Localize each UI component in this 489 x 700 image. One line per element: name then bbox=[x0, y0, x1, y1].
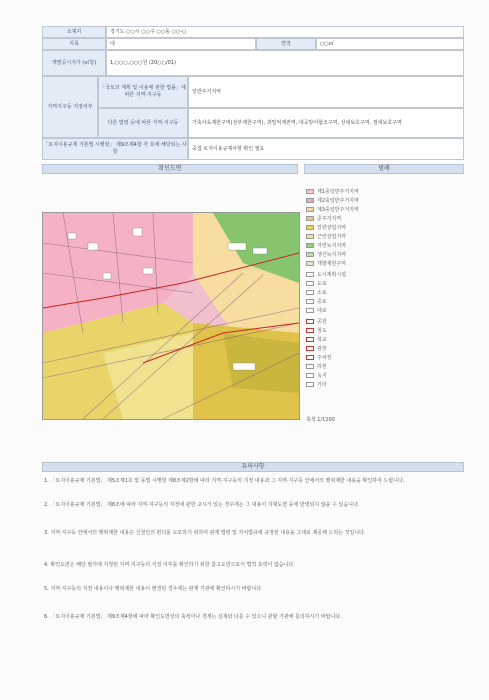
note-item: 3. 지역·지구등 안에서의 행위제한 내용은 신청인의 편의를 도모하기 위하여 관계 법령 및 자치법규에 규정된 내용을 그대로 제공해 드리는 것입니다. bbox=[44, 530, 366, 536]
legend-item: 대로 bbox=[306, 307, 327, 314]
legend-item: 도시계획시설 bbox=[306, 271, 346, 278]
legend-swatch bbox=[306, 355, 314, 360]
legend-item: 근린상업지역 bbox=[306, 233, 346, 240]
land-price-label: 개별공시지가 (㎡당) bbox=[42, 50, 106, 76]
legend-swatch bbox=[306, 272, 314, 277]
zoning-label: 지역지구등 지정여부 bbox=[42, 76, 98, 138]
legend-swatch bbox=[306, 207, 314, 212]
legend-swatch bbox=[306, 299, 314, 304]
legend-item: 도로 bbox=[306, 280, 327, 287]
legend-swatch bbox=[306, 261, 314, 266]
legend-item: 일반상업지역 bbox=[306, 224, 346, 231]
legend-item: 철도 bbox=[306, 327, 327, 334]
legend-swatch bbox=[306, 373, 314, 378]
area-label: 면적 bbox=[256, 38, 316, 50]
area-value: ○○㎡ bbox=[316, 38, 464, 50]
legend-item: 광장 bbox=[306, 345, 327, 352]
note-item: 2. 「토지이용규제 기본법」 제8조에 따라 지역·지구등의 지정에 관한 고시가 있는 경우에는 그 내용이 지형도면 등에 반영되지 않을 수 있습니다. bbox=[44, 502, 360, 508]
zoning-sub1-value: 일반주거지역 bbox=[188, 76, 464, 108]
legend-swatch bbox=[306, 243, 314, 248]
legend-item: 제2종일반주거지역 bbox=[306, 197, 359, 204]
zoning-sub1-label: 「국토의 계획 및 이용에 관한 법률」에 따른 지역·지구등 bbox=[98, 76, 188, 108]
regulation-label: 「토지이용규제 기본법 시행령」 제9조제4항 각 호에 해당되는 사항 bbox=[42, 138, 188, 160]
legend-item: 주차장 bbox=[306, 354, 332, 361]
map-scale: 축척 1/1200 bbox=[306, 417, 335, 423]
legend-item: 자연녹지지역 bbox=[306, 242, 346, 249]
legend-swatch bbox=[306, 346, 314, 351]
zoning-map-graphic bbox=[43, 213, 299, 419]
map-section-header: 확인도면 bbox=[42, 164, 298, 174]
address-value: 경기도 ○○시 ○○구 ○○동 ○○-○ bbox=[106, 26, 464, 38]
legend-section-header: 범례 bbox=[304, 164, 464, 174]
note-item: 4. 확인도면은 해당 필지에 지정된 지역·지구등의 지정 여부를 확인하기 위한 참고도면으로서 법적 효력이 없습니다. bbox=[44, 562, 295, 568]
note-item: 5. 지역·지구등의 지정 내용이나 행위제한 내용이 변경된 경우에는 관계 기관에 확인하시기 바랍니다. bbox=[44, 586, 263, 592]
land-category-label: 지목 bbox=[42, 38, 106, 50]
legend-item: 학교 bbox=[306, 336, 327, 343]
zoning-sub2-label: 다른 법령 등에 따른 지역·지구등 bbox=[98, 108, 188, 138]
legend-item: 녹지 bbox=[306, 372, 327, 379]
zoning-sub2-value: 가축사육제한구역(전부제한구역), 과밀억제권역, 대공방어협조구역, 상대보호구역, 절대보호구역 bbox=[188, 108, 464, 138]
legend-swatch bbox=[306, 198, 314, 203]
legend-swatch bbox=[306, 319, 314, 324]
legend-item: 하천 bbox=[306, 363, 327, 370]
legend-swatch bbox=[306, 337, 314, 342]
legend-swatch bbox=[306, 189, 314, 194]
legend-item: 기타 bbox=[306, 381, 327, 388]
regulation-value: 중첩 토지이용규제사항 확인 필요 bbox=[188, 138, 464, 160]
legend-swatch bbox=[306, 216, 314, 221]
legend-swatch bbox=[306, 308, 314, 313]
zoning-map bbox=[42, 212, 300, 420]
legend-swatch bbox=[306, 281, 314, 286]
legend-swatch bbox=[306, 382, 314, 387]
legend-item: 제3종일반주거지역 bbox=[306, 206, 359, 213]
legend-swatch bbox=[306, 290, 314, 295]
legend-item: 공원 bbox=[306, 318, 327, 325]
legend-item: 제1종일반주거지역 bbox=[306, 188, 359, 195]
legend-swatch bbox=[306, 225, 314, 230]
legend-swatch bbox=[306, 252, 314, 257]
legend-item: 준주거지역 bbox=[306, 215, 341, 222]
legend-item: 개발제한구역 bbox=[306, 260, 346, 267]
legend-item: 소로 bbox=[306, 289, 327, 296]
note-item: 1. 「토지이용규제 기본법」 제5조제1호 및 동법 시행령 제8조제2항에 따라 지역·지구등의 지정 내용과 그 지역·지구등 안에서의 행위제한 내용을 확인하여 드립니다. bbox=[44, 478, 405, 484]
legend-swatch bbox=[306, 328, 314, 333]
legend-item: 중로 bbox=[306, 298, 327, 305]
legend-swatch bbox=[306, 364, 314, 369]
legend-item: 생산녹지지역 bbox=[306, 251, 346, 258]
land-category-value: 대 bbox=[106, 38, 256, 50]
notes-section-header: 유의사항 bbox=[42, 462, 464, 472]
land-price-value: 1,○○○,○○○원 (20○○/01) bbox=[106, 50, 464, 76]
note-item: 6. 「토지이용규제 기본법」 제9조제4항에 따라 확인도면상의 축척이나 경계는 실제와 다를 수 있으니 관할 기관에 문의하시기 바랍니다. bbox=[44, 614, 342, 620]
legend-swatch bbox=[306, 234, 314, 239]
address-label: 소재지 bbox=[42, 26, 106, 38]
